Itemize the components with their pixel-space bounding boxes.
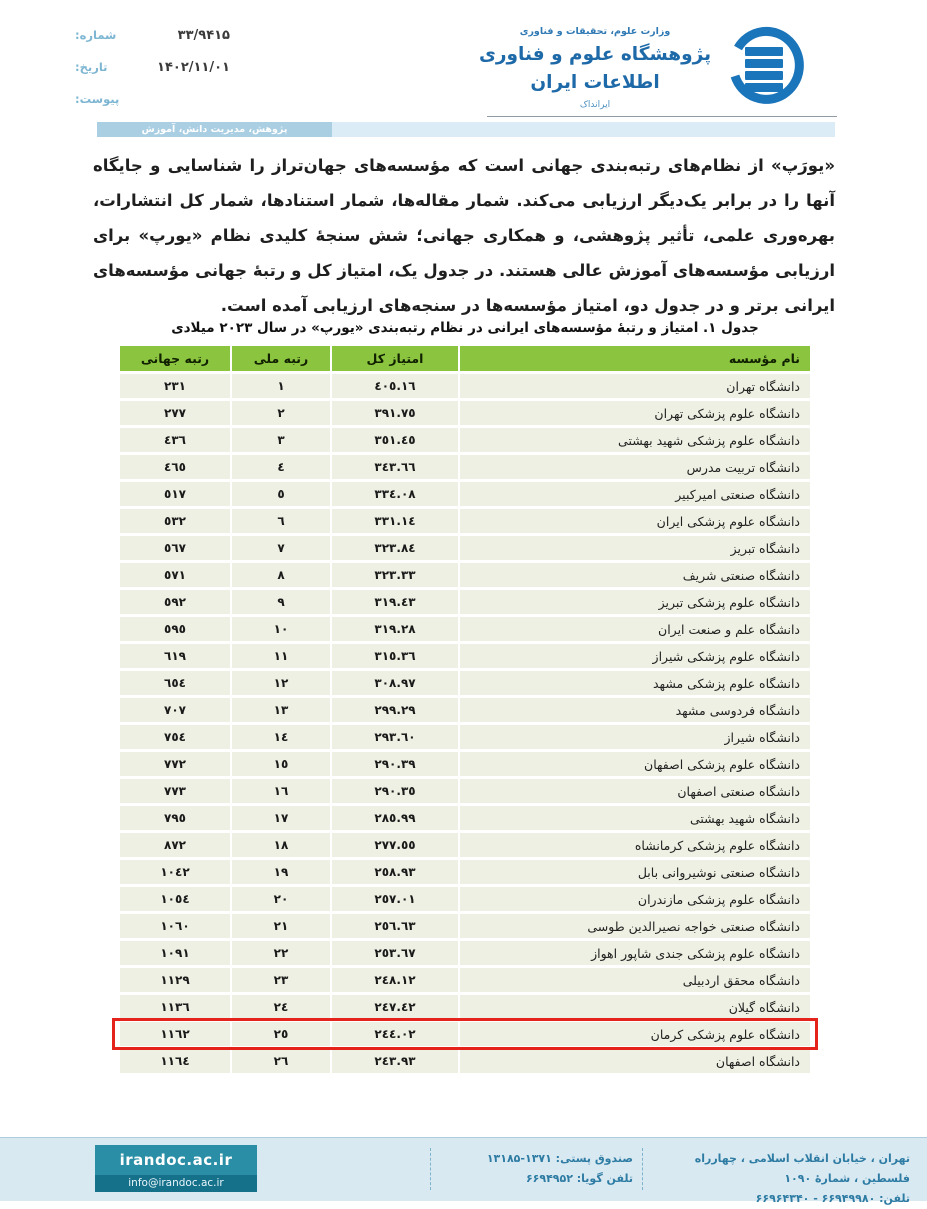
footer-voice-phone: تلفن گویا: ۶۶۹۴۹۵۲ xyxy=(525,1172,633,1185)
footer-pobox: صندوق پستی: ۱۳۷۱-۱۳۱۸۵ xyxy=(486,1152,633,1165)
institution-name: دانشگاه علوم پزشکی اصفهان xyxy=(458,752,810,776)
letterhead-band xyxy=(97,122,835,137)
institute-short-name: ایرانداک xyxy=(579,99,611,110)
table-row xyxy=(120,671,810,695)
national-rank: ١٢ xyxy=(230,671,330,695)
total-score: ٢٤٤.٠٢ xyxy=(330,1022,458,1046)
national-rank: ٣ xyxy=(230,428,330,452)
world-rank: ١٠٥٤ xyxy=(120,887,230,911)
world-rank: ١١٢٩ xyxy=(120,968,230,992)
institution-name: دانشگاه علوم پزشکی مازندران xyxy=(458,887,810,911)
email-address: info@irandoc.ac.ir xyxy=(95,1175,257,1192)
institute-name: پژوهشگاه علوم و فناوری اطلاعات ایران xyxy=(478,44,712,93)
total-score: ٣٥١.٤٥ xyxy=(330,428,458,452)
total-score: ٢٥٨.٩٣ xyxy=(330,860,458,884)
table-row xyxy=(120,860,810,884)
total-score: ٣٢٣.٣٣ xyxy=(330,563,458,587)
letter-number-row xyxy=(75,28,230,60)
world-rank: ٥٩٥ xyxy=(120,617,230,641)
total-score: ٢٤٣.٩٣ xyxy=(330,1049,458,1073)
institution-name: دانشگاه محقق اردبیلی xyxy=(458,968,810,992)
world-rank: ٧٧٢ xyxy=(120,752,230,776)
world-rank: ١١٦٤ xyxy=(120,1049,230,1073)
total-score: ٢٨٥.٩٩ xyxy=(330,806,458,830)
total-score: ٣١٩.٤٣ xyxy=(330,590,458,614)
letter-attachment-label: پیوست: xyxy=(75,92,120,106)
website-box xyxy=(95,1145,257,1192)
table-row xyxy=(120,806,810,830)
national-rank: ٤ xyxy=(230,455,330,479)
national-rank: ٧ xyxy=(230,536,330,560)
table-row xyxy=(120,401,810,425)
total-score: ٢٥٣.٦٧ xyxy=(330,941,458,965)
footer-divider xyxy=(642,1148,643,1190)
institution-name: دانشگاه علوم پزشکی شیراز xyxy=(458,644,810,668)
total-score: ٣٢٣.٨٤ xyxy=(330,536,458,560)
national-rank: ١٣ xyxy=(230,698,330,722)
table-row xyxy=(120,968,810,992)
national-rank: ١٥ xyxy=(230,752,330,776)
world-rank: ٧٥٤ xyxy=(120,725,230,749)
national-rank: ١٧ xyxy=(230,806,330,830)
footer-right-column xyxy=(648,1149,910,1209)
letterhead-brand xyxy=(470,26,720,110)
total-score: ٣٤٣.٦٦ xyxy=(330,455,458,479)
table-row xyxy=(120,725,810,749)
national-rank: ٢٤ xyxy=(230,995,330,1019)
world-rank: ٤٦٥ xyxy=(120,455,230,479)
irandoc-logo-icon xyxy=(723,24,805,110)
col-header-total-score: امتیاز کل xyxy=(330,346,458,371)
total-score: ٤٠٥.١٦ xyxy=(330,374,458,398)
table-row xyxy=(120,779,810,803)
world-rank: ٥١٧ xyxy=(120,482,230,506)
world-rank: ٦٥٤ xyxy=(120,671,230,695)
table-header-row xyxy=(120,346,810,371)
world-rank: ١١٦٢ xyxy=(120,1022,230,1046)
national-rank: ٨ xyxy=(230,563,330,587)
institution-name: دانشگاه صنعتی نوشیروانی بابل xyxy=(458,860,810,884)
footer-phones: تلفن: ۶۶۹۴۹۹۸۰ - ۶۶۹۶۴۳۴۰ xyxy=(755,1192,910,1205)
total-score: ٢٩٠.٣٥ xyxy=(330,779,458,803)
institution-name: دانشگاه علوم پزشکی ایران xyxy=(458,509,810,533)
institution-name: دانشگاه تهران xyxy=(458,374,810,398)
national-rank: ٦ xyxy=(230,509,330,533)
total-score: ٢٥٧.٠١ xyxy=(330,887,458,911)
letter-number-label: شماره: xyxy=(75,28,117,42)
world-rank: ٢٣١ xyxy=(120,374,230,398)
national-rank: ٢٥ xyxy=(230,1022,330,1046)
world-rank: ٥٣٢ xyxy=(120,509,230,533)
national-rank: ٢ xyxy=(230,401,330,425)
institution-name: دانشگاه علم و صنعت ایران xyxy=(458,617,810,641)
total-score: ٢٤٨.١٢ xyxy=(330,968,458,992)
world-rank: ١١٣٦ xyxy=(120,995,230,1019)
world-rank: ٨٧٢ xyxy=(120,833,230,857)
table-row xyxy=(120,698,810,722)
total-score: ٣١٩.٢٨ xyxy=(330,617,458,641)
national-rank: ١٩ xyxy=(230,860,330,884)
world-rank: ٥٦٧ xyxy=(120,536,230,560)
national-rank: ١٠ xyxy=(230,617,330,641)
ranking-table xyxy=(120,343,810,1076)
world-rank: ٤٣٦ xyxy=(120,428,230,452)
table-row xyxy=(120,1049,810,1073)
world-rank: ٧٠٧ xyxy=(120,698,230,722)
col-header-institution: نام مؤسسه xyxy=(458,346,810,371)
letter-date-row xyxy=(75,60,230,92)
footer-middle-column xyxy=(438,1149,633,1189)
institution-name: دانشگاه فردوسی مشهد xyxy=(458,698,810,722)
table-row xyxy=(120,374,810,398)
col-header-national-rank: رتبه ملی xyxy=(230,346,330,371)
body-paragraph: «یورَپ» از نظام‌های رتبه‌بندی جهانی است که مؤسسه‌های جهان‌تراز را شناسایی و جایگاه آنها را در برابر یک‌دیگر ارزیابی می‌کند. شمار مقاله‌ها، شمار استنادها، شمار کل انتشارات، بهره‌وری علمی، تأثیر پژوهشی، و همکاری جهانی؛ شش سنجهٔ کلیدی نظام «یورپ» برای ارزیابی مؤسسه‌های آموزش عالی هستند. در جدول یک، امتیاز کل و رتبهٔ جهانی مؤسسه‌های ایرانی برتر و در جدول دو، امتیاز مؤسسه‌ها در سنجه‌های ارزیابی آمده است. xyxy=(93,156,835,315)
institution-name: دانشگاه صنعتی شریف xyxy=(458,563,810,587)
institution-name: دانشگاه علوم پزشکی کرمانشاه xyxy=(458,833,810,857)
total-score: ٢٤٧.٤٢ xyxy=(330,995,458,1019)
band-slogan: پژوهش، مدیریت دانش، آموزش xyxy=(97,122,332,137)
national-rank: ٢١ xyxy=(230,914,330,938)
national-rank: ٢٦ xyxy=(230,1049,330,1073)
national-rank: ٥ xyxy=(230,482,330,506)
table-row xyxy=(120,752,810,776)
letter-date-label: تاریخ: xyxy=(75,60,108,74)
institution-name: دانشگاه علوم پزشکی تهران xyxy=(458,401,810,425)
institution-name: دانشگاه شهید بهشتی xyxy=(458,806,810,830)
website-url: irandoc.ac.ir xyxy=(95,1145,257,1175)
footer-divider xyxy=(430,1148,431,1190)
letterhead-divider xyxy=(487,116,837,117)
letter-number-value: ۳۳/۹۴۱۵ xyxy=(177,28,230,43)
institution-name: دانشگاه تربیت مدرس xyxy=(458,455,810,479)
national-rank: ١ xyxy=(230,374,330,398)
table-row xyxy=(120,887,810,911)
ministry-name: وزارت علوم، تحقیقات و فناوری xyxy=(519,26,671,37)
institution-name: دانشگاه صنعتی امیرکبیر xyxy=(458,482,810,506)
total-score: ٣٩١.٧٥ xyxy=(330,401,458,425)
institution-name: دانشگاه شیراز xyxy=(458,725,810,749)
institution-name: دانشگاه علوم پزشکی تبریز xyxy=(458,590,810,614)
institution-name: دانشگاه علوم پزشکی مشهد xyxy=(458,671,810,695)
table-row xyxy=(120,563,810,587)
letter-meta xyxy=(75,28,230,124)
total-score: ٢٩٩.٢٩ xyxy=(330,698,458,722)
world-rank: ١٠٦٠ xyxy=(120,914,230,938)
world-rank: ٦١٩ xyxy=(120,644,230,668)
national-rank: ٢٣ xyxy=(230,968,330,992)
institution-name: دانشگاه صنعتی خواجه نصیرالدین طوسی xyxy=(458,914,810,938)
total-score: ٣٠٨.٩٧ xyxy=(330,671,458,695)
world-rank: ٢٧٧ xyxy=(120,401,230,425)
total-score: ٣٣١.١٤ xyxy=(330,509,458,533)
world-rank: ٥٧١ xyxy=(120,563,230,587)
letter-date-value: ۱۴۰۲/۱۱/۰۱ xyxy=(157,60,230,75)
world-rank: ١٠٩١ xyxy=(120,941,230,965)
institution-name: دانشگاه علوم پزشکی شهید بهشتی xyxy=(458,428,810,452)
total-score: ٣١٥.٣٦ xyxy=(330,644,458,668)
world-rank: ١٠٤٢ xyxy=(120,860,230,884)
table-row xyxy=(120,509,810,533)
national-rank: ٩ xyxy=(230,590,330,614)
table-row xyxy=(120,995,810,1019)
footer-address: تهران ، خیابان انقلاب اسلامی ، چهارراه فلسطین ، شمارهٔ ۱۰۹۰ xyxy=(694,1152,910,1185)
table-row xyxy=(120,590,810,614)
total-score: ٢٩٠.٣٩ xyxy=(330,752,458,776)
table-row xyxy=(120,536,810,560)
institution-name: دانشگاه صنعتی اصفهان xyxy=(458,779,810,803)
national-rank: ٢٠ xyxy=(230,887,330,911)
national-rank: ١٤ xyxy=(230,725,330,749)
table-row xyxy=(120,482,810,506)
national-rank: ١٨ xyxy=(230,833,330,857)
institution-name: دانشگاه تبریز xyxy=(458,536,810,560)
institution-name: دانشگاه گیلان xyxy=(458,995,810,1019)
table-row xyxy=(120,914,810,938)
table-row xyxy=(120,644,810,668)
table-row xyxy=(120,833,810,857)
table-row xyxy=(120,1022,810,1046)
footer-bar xyxy=(0,1137,927,1205)
world-rank: ٧٩٥ xyxy=(120,806,230,830)
total-score: ٢٥٦.٦٣ xyxy=(330,914,458,938)
table-row xyxy=(120,428,810,452)
institution-name: دانشگاه علوم پزشکی جندی شاپور اهواز xyxy=(458,941,810,965)
table-title: جدول ۱. امتیاز و رتبهٔ مؤسسه‌های ایرانی در نظام رتبه‌بندی «یورپ» در سال ۲۰۲۳ میلادی xyxy=(171,320,759,336)
national-rank: ٢٢ xyxy=(230,941,330,965)
letter-attachment-row xyxy=(75,92,230,124)
institution-name: دانشگاه اصفهان xyxy=(458,1049,810,1073)
table-row xyxy=(120,941,810,965)
table-body xyxy=(120,374,810,1073)
national-rank: ١١ xyxy=(230,644,330,668)
total-score: ٢٧٧.٥٥ xyxy=(330,833,458,857)
world-rank: ٧٧٣ xyxy=(120,779,230,803)
col-header-world-rank: رتبه جهانی xyxy=(120,346,230,371)
national-rank: ١٦ xyxy=(230,779,330,803)
total-score: ٣٣٤.٠٨ xyxy=(330,482,458,506)
table-row xyxy=(120,617,810,641)
table-row xyxy=(120,455,810,479)
total-score: ٢٩٣.٦٠ xyxy=(330,725,458,749)
institution-name: دانشگاه علوم پزشکی کرمان xyxy=(458,1022,810,1046)
world-rank: ٥٩٢ xyxy=(120,590,230,614)
